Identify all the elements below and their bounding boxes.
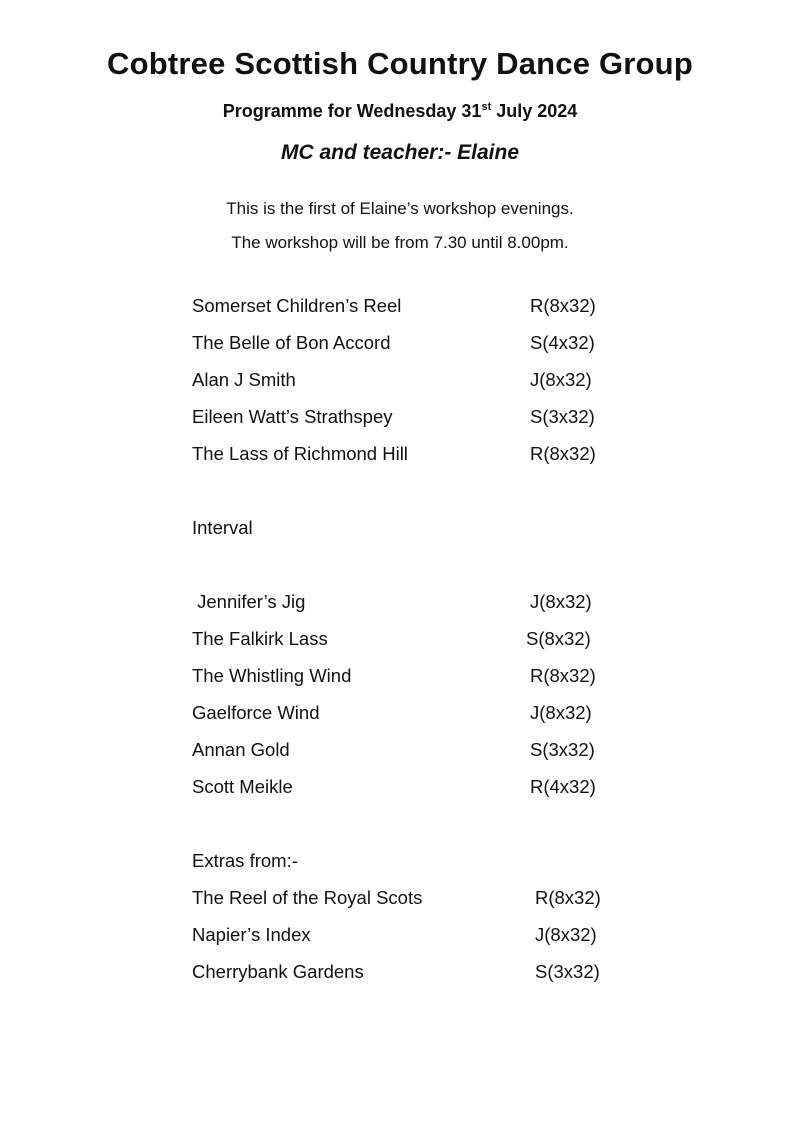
dance-name: Cherrybank Gardens <box>192 961 364 982</box>
programme-date-suffix: July 2024 <box>491 101 578 121</box>
dance-type: R(4x32) <box>530 776 596 797</box>
dance-name: Scott Meikle <box>192 776 293 797</box>
extras-label: Extras from:- <box>192 850 298 871</box>
dance-type: J(8x32) <box>530 702 592 723</box>
dance-name: The Belle of Bon Accord <box>192 332 391 353</box>
dance-type: S(8x32) <box>526 628 591 649</box>
dance-name: Alan J Smith <box>192 369 296 390</box>
dance-type: S(3x32) <box>530 739 595 760</box>
programme-date <box>0 101 800 122</box>
dance-name: Jennifer’s Jig <box>192 591 306 612</box>
dance-type: R(8x32) <box>530 443 596 464</box>
intro-line-2: The workshop will be from 7.30 until 8.00pm. <box>231 233 569 252</box>
dance-name: Eileen Watt’s Strathspey <box>192 406 393 427</box>
dance-type: J(8x32) <box>535 924 597 945</box>
dance-type: S(4x32) <box>530 332 595 353</box>
dance-name: Napier’s Index <box>192 924 311 945</box>
dance-type: J(8x32) <box>530 591 592 612</box>
dance-name: Somerset Children’s Reel <box>192 295 402 316</box>
dance-type: J(8x32) <box>530 369 592 390</box>
dance-name: The Whistling Wind <box>192 665 352 686</box>
dance-name: The Reel of the Royal Scots <box>192 887 423 908</box>
dance-type: R(8x32) <box>530 665 596 686</box>
dance-name: The Lass of Richmond Hill <box>192 443 408 464</box>
dance-type: R(8x32) <box>535 887 601 908</box>
page-title: Cobtree Scottish Country Dance Group <box>107 46 693 81</box>
intro-line-1: This is the first of Elaine’s workshop evenings. <box>226 199 574 218</box>
interval-label: Interval <box>192 517 253 538</box>
dance-type: S(3x32) <box>530 406 595 427</box>
programme-date-prefix: Programme for Wednesday 31 <box>222 101 482 121</box>
dance-name: Gaelforce Wind <box>192 702 320 723</box>
dance-type: R(8x32) <box>530 295 596 316</box>
dance-type: S(3x32) <box>535 961 600 982</box>
dance-name: Annan Gold <box>192 739 290 760</box>
mc-teacher: MC and teacher:- Elaine <box>280 141 520 164</box>
programme-date-ordinal: st <box>481 101 492 113</box>
dance-name: The Falkirk Lass <box>192 628 328 649</box>
